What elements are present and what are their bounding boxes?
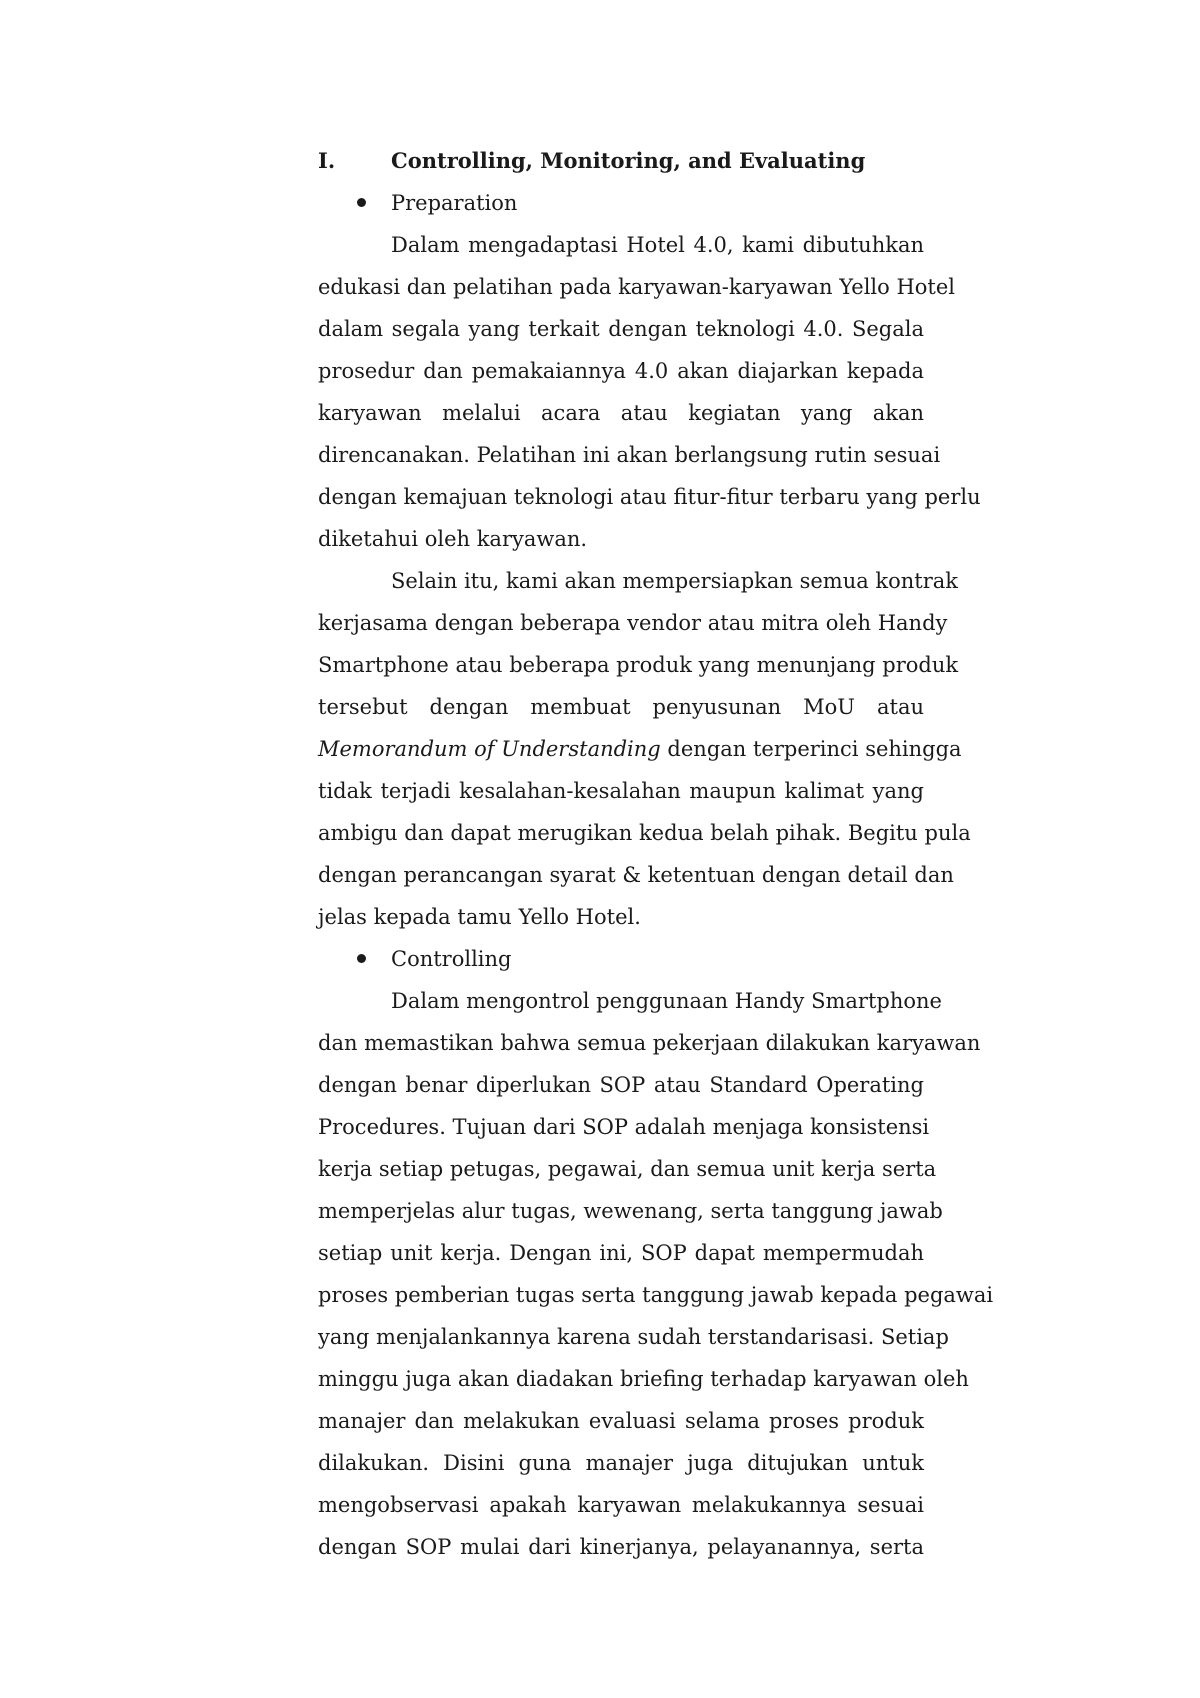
paragraph-line: Dalam mengadaptasi Hotel 4.0, kami dibutuhkan	[391, 233, 924, 257]
paragraph-line: ambigu dan dapat merugikan kedua belah pihak. Begitu pula	[318, 821, 971, 845]
section-number: I.	[318, 148, 336, 173]
paragraph	[318, 224, 981, 560]
paragraph-line: tidak terjadi kesalahan-kesalahan maupun kalimat yang	[318, 779, 924, 803]
paragraph-line	[318, 728, 962, 770]
bullet-item-preparation	[318, 182, 924, 224]
paragraph-line: mengobservasi apakah karyawan melakukannya sesuai	[318, 1493, 924, 1517]
bullet-dot-icon	[357, 954, 366, 963]
section-heading	[318, 140, 924, 182]
paragraph-line: karyawan melalui acara atau kegiatan yang akan	[318, 401, 924, 425]
paragraph-line: yang menjalankannya karena sudah terstandarisasi. Setiap	[318, 1325, 949, 1349]
paragraph-line: diketahui oleh karyawan.	[318, 527, 588, 551]
paragraph-line: proses pemberian tugas serta tanggung jawab kepada pegawai	[318, 1283, 994, 1307]
paragraph-line: dengan benar diperlukan SOP atau Standard Operating	[318, 1073, 924, 1097]
section-title: Controlling, Monitoring, and Evaluating	[391, 148, 866, 173]
paragraph-line: dengan kemajuan teknologi atau fitur-fitur terbaru yang perlu	[318, 485, 981, 509]
paragraph-line: Procedures. Tujuan dari SOP adalah menjaga konsistensi	[318, 1115, 930, 1139]
paragraph-line: kerja setiap petugas, pegawai, dan semua unit kerja serta	[318, 1157, 937, 1181]
paragraph-line: minggu juga akan diadakan briefing terhadap karyawan oleh	[318, 1367, 969, 1391]
italic-term: Memorandum of Understanding	[318, 737, 661, 761]
bullet-item-controlling	[318, 938, 924, 980]
paragraph-line: edukasi dan pelatihan pada karyawan-karyawan Yello Hotel	[318, 275, 955, 299]
paragraph-line: manajer dan melakukan evaluasi selama proses produk	[318, 1409, 924, 1433]
paragraph	[318, 980, 994, 1568]
bullet-dot-icon	[357, 198, 366, 207]
paragraph-line: dalam segala yang terkait dengan teknologi 4.0. Segala	[318, 317, 924, 341]
paragraph-line: Selain itu, kami akan mempersiapkan semua kontrak	[391, 569, 959, 593]
paragraph-line: direncanakan. Pelatihan ini akan berlangsung rutin sesuai	[318, 443, 941, 467]
paragraph-line: Smartphone atau beberapa produk yang menunjang produk	[318, 653, 959, 677]
paragraph-line: Dalam mengontrol penggunaan Handy Smartphone	[391, 989, 942, 1013]
paragraph-line: memperjelas alur tugas, wewenang, serta tanggung jawab	[318, 1199, 943, 1223]
bullet-list	[318, 182, 994, 1568]
paragraph-line: dengan perancangan syarat & ketentuan dengan detail dan	[318, 863, 954, 887]
paragraph-line: dengan SOP mulai dari kinerjanya, pelayanannya, serta	[318, 1535, 924, 1559]
paragraph-line: dan memastikan bahwa semua pekerjaan dilakukan karyawan	[318, 1031, 981, 1055]
paragraph-line: dilakukan. Disini guna manajer juga ditujukan untuk	[318, 1451, 924, 1475]
paragraph-line: prosedur dan pemakaiannya 4.0 akan diajarkan kepada	[318, 359, 924, 383]
bullet-label: Controlling	[391, 947, 512, 971]
line-text: dengan terperinci sehingga	[660, 737, 962, 761]
paragraph-line: kerjasama dengan beberapa vendor atau mitra oleh Handy	[318, 611, 948, 635]
paragraph	[318, 560, 971, 938]
paragraph-line: jelas kepada tamu Yello Hotel.	[318, 905, 641, 929]
paragraph-line: setiap unit kerja. Dengan ini, SOP dapat mempermudah	[318, 1241, 924, 1265]
document-body	[318, 140, 994, 1568]
paragraph-line: tersebut dengan membuat penyusunan MoU atau	[318, 695, 924, 719]
bullet-label: Preparation	[391, 191, 518, 215]
